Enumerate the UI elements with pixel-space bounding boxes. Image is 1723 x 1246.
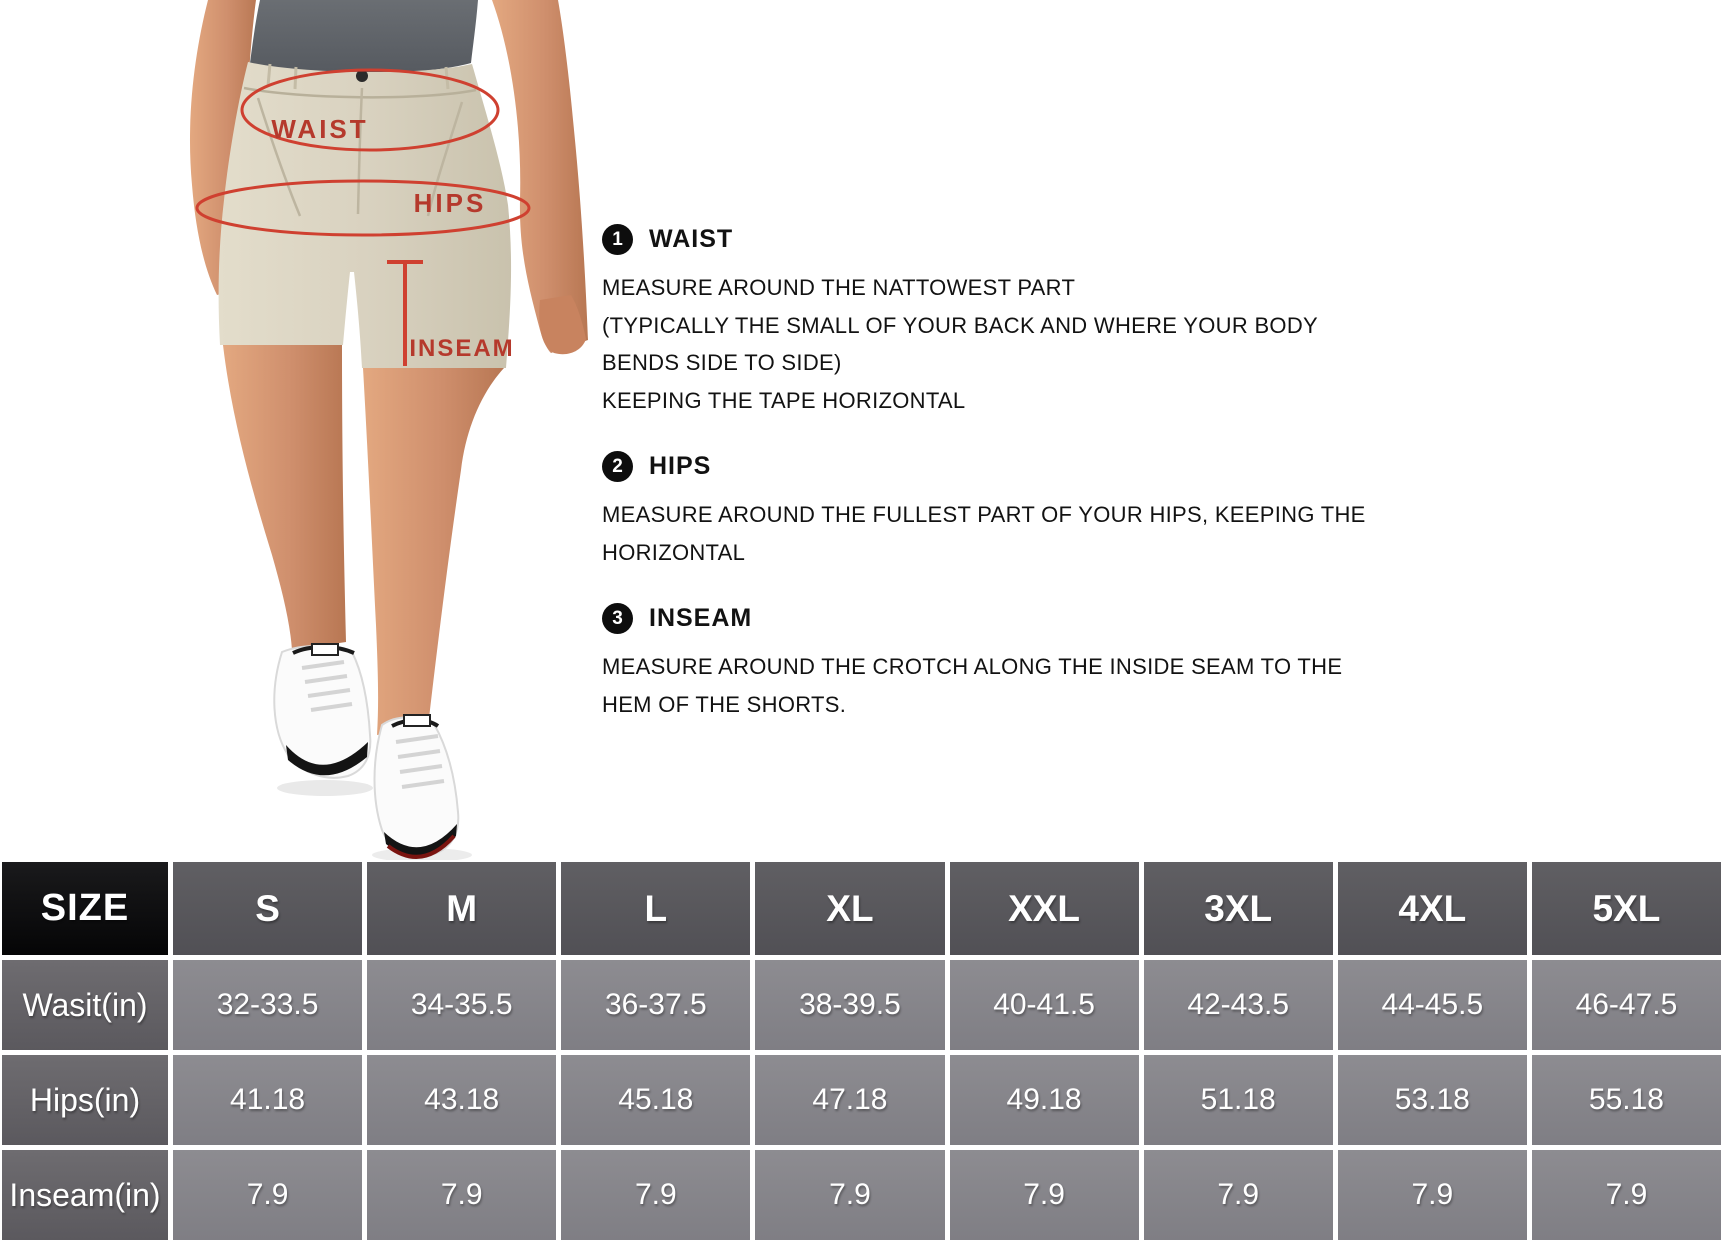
instruction-title-waist: WAIST <box>649 225 734 253</box>
instruction-text: MEASURE AROUND THE NATTOWEST PART <box>602 275 1076 300</box>
size-col-header-xxl: XXL <box>950 862 1139 955</box>
step-2-badge: 2 <box>602 451 633 482</box>
hips-value-xxl: 49.18 <box>950 1055 1139 1145</box>
inseam-value-m: 7.9 <box>367 1150 556 1240</box>
hips-value-5xl: 55.18 <box>1532 1055 1721 1145</box>
measuring-instructions <box>602 224 1402 723</box>
instruction-waist <box>602 224 1402 419</box>
left-leg <box>223 345 346 650</box>
row-label-hips: Hips(in) <box>2 1055 168 1145</box>
size-col-header-l: L <box>561 862 750 955</box>
instruction-inseam <box>602 603 1402 723</box>
waist-value-xxl: 40-41.5 <box>950 960 1139 1050</box>
instruction-text: HEM OF THE SHORTS. <box>602 691 847 717</box>
instruction-text: MEASURE AROUND THE FULLEST PART OF YOUR HIPS, KEEPING THE <box>602 502 1366 527</box>
belt-loop <box>268 64 270 86</box>
right-shoe <box>375 715 459 857</box>
inseam-value-xxl: 7.9 <box>950 1150 1139 1240</box>
instruction-hips <box>602 451 1402 571</box>
inseam-value-xl: 7.9 <box>755 1150 944 1240</box>
model-illustration <box>120 0 620 860</box>
step-3-badge: 3 <box>602 603 633 634</box>
waist-annotation-label: WAIST <box>271 114 369 144</box>
waist-value-3xl: 42-43.5 <box>1144 960 1333 1050</box>
hips-value-m: 43.18 <box>367 1055 556 1145</box>
waist-value-xl: 38-39.5 <box>755 960 944 1050</box>
step-1-badge: 1 <box>602 224 633 255</box>
waist-value-4xl: 44-45.5 <box>1338 960 1527 1050</box>
model-photo <box>120 0 620 860</box>
instruction-text: KEEPING THE TAPE HORIZONTAL <box>602 387 966 413</box>
right-leg <box>363 368 504 735</box>
hips-value-l: 45.18 <box>561 1055 750 1145</box>
instruction-title-inseam: INSEAM <box>649 604 753 632</box>
waist-value-5xl: 46-47.5 <box>1532 960 1721 1050</box>
hips-value-4xl: 53.18 <box>1338 1055 1527 1145</box>
inseam-value-3xl: 7.9 <box>1144 1150 1333 1240</box>
size-col-header-5xl: 5XL <box>1532 862 1721 955</box>
inseam-value-4xl: 7.9 <box>1338 1150 1527 1240</box>
size-col-header-xl: XL <box>755 862 944 955</box>
hips-value-xl: 47.18 <box>755 1055 944 1145</box>
instruction-title-hips: HIPS <box>649 452 712 480</box>
size-col-header-s: S <box>173 862 362 955</box>
shirt <box>250 0 478 74</box>
inseam-annotation-label: INSEAM <box>409 335 515 362</box>
inseam-value-5xl: 7.9 <box>1532 1150 1721 1240</box>
shorts-button <box>356 70 368 82</box>
waist-value-s: 32-33.5 <box>173 960 362 1050</box>
size-table <box>2 862 1721 1243</box>
left-shoe <box>274 644 370 778</box>
inseam-value-l: 7.9 <box>561 1150 750 1240</box>
size-col-header-4xl: 4XL <box>1338 862 1527 955</box>
instruction-text: (TYPICALLY THE SMALL OF YOUR BACK AND WHERE YOUR BODY <box>602 312 1318 338</box>
size-col-header-3xl: 3XL <box>1144 862 1333 955</box>
waist-value-m: 34-35.5 <box>367 960 556 1050</box>
size-table-corner-header: SIZE <box>2 862 168 955</box>
row-label-inseam: Inseam(in) <box>2 1150 168 1240</box>
inseam-value-s: 7.9 <box>173 1150 362 1240</box>
hips-annotation-label: HIPS <box>413 188 487 218</box>
instruction-text: BENDS SIDE TO SIDE) <box>602 350 842 375</box>
size-col-header-m: M <box>367 862 556 955</box>
instruction-text: HORIZONTAL <box>602 539 746 565</box>
hips-value-3xl: 51.18 <box>1144 1055 1333 1145</box>
shoe-shadow <box>277 780 373 796</box>
hips-value-s: 41.18 <box>173 1055 362 1145</box>
waist-value-l: 36-37.5 <box>561 960 750 1050</box>
row-label-waist: Wasit(in) <box>2 960 168 1050</box>
instruction-text: MEASURE AROUND THE CROTCH ALONG THE INSIDE SEAM TO THE <box>602 654 1343 679</box>
